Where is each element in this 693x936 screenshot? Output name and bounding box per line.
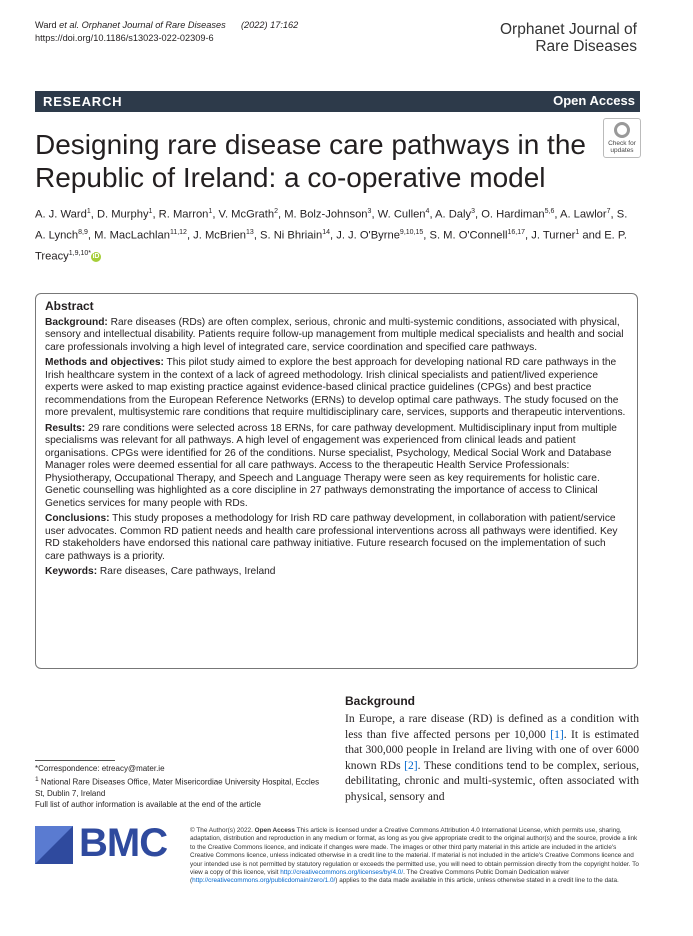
author-name: W. Cullen	[377, 208, 426, 221]
background-heading: Background	[345, 694, 416, 708]
section-label: RESEARCH	[43, 94, 123, 109]
publicdomain-link[interactable]: http://creativecommons.org/publicdomain/zero/1.0/	[192, 877, 336, 885]
abstract-conclusions: Conclusions: This study proposes a methodology for Irish RD care pathway development, in collaboration with patient/service user advocates. Common RD patient needs and health care professional interventions across all pathways were identified. Key RD stakeholders have endorsed this national care pathway initiative. Future research focused on the implementation of such care pathways is a priority.	[45, 513, 618, 562]
author-name: M. Bolz-Johnson	[284, 208, 368, 221]
abstract-keywords: Keywords: Rare diseases, Care pathways, Ireland	[45, 566, 276, 577]
abstract-background: Background: Rare diseases (RDs) are often complex, serious, chronic and multi-systemic conditions, associated with physical, sensory and intellectual disability. Patients require follow-up management from multiple medical specialists and health and social care professionals involving a high level of integrated care, service coordination and specified care pathways.	[45, 316, 624, 353]
author-name: A. Lawlor	[560, 208, 607, 221]
author-affiliation-sup: 1	[86, 208, 91, 215]
author-affiliation-sup: 14	[322, 229, 331, 237]
abstract-box	[35, 293, 638, 669]
full-list-note: Full list of author information is available at the end of the article	[35, 799, 261, 809]
author-name: M. MacLachlan	[94, 229, 170, 242]
check-updates-icon	[614, 122, 630, 138]
author-name: J. Turner	[531, 229, 576, 242]
open-access-label: Open Access	[553, 93, 635, 108]
author-name: R. Marron	[158, 208, 209, 221]
author-affiliation-sup: 1	[148, 208, 153, 215]
section-banner	[35, 91, 640, 112]
author-name: E. P. Treacy	[35, 229, 628, 264]
author-affiliation-sup: 1,9,10*	[68, 250, 91, 258]
author-affiliation-sup: 8,9	[78, 229, 88, 237]
check-for-updates-button[interactable]: Check for updates	[603, 118, 641, 158]
author-affiliation-sup: 13	[246, 229, 254, 237]
abstract-heading: Abstract	[45, 299, 94, 313]
orcid-icon[interactable]: iD	[92, 253, 100, 261]
author-name: S. Ni Bhriain	[260, 229, 323, 242]
author-name: A. Daly	[435, 208, 472, 221]
author-name: S. M. O'Connell	[429, 229, 508, 242]
author-affiliation-sup: 11,12	[169, 229, 187, 237]
license-link[interactable]: http://creativecommons.org/licenses/by/4.0/	[280, 869, 404, 877]
author-name: J. J. O'Byrne	[336, 229, 400, 242]
running-header	[35, 19, 298, 45]
citation-link[interactable]: [2]	[404, 758, 418, 772]
author-affiliation-sup: 1	[575, 229, 580, 237]
bmc-logo: BMC	[35, 823, 175, 869]
author-affiliation-sup: 5,6	[544, 208, 555, 215]
abstract-methods: Methods and objectives: This pilot study aimed to explore the best approach for developing national RD care pathways in the Irish healthcare system in the context of a lack of agreed methodology. Irish clinical specialists and patient/lived experience experts were asked to map existing practice against evidence-based clinical practice guidelines (CPGs) and best practice recommendations from the European Reference Networks (ERNs) to develop optimal care pathways. The study focused on the more prevalent, multisystemic rare conditions that require multidisciplinary care, services, supports and therapeutic interventions.	[45, 357, 626, 418]
author-affiliation-sup: 7	[606, 208, 611, 215]
footnote-divider	[35, 760, 115, 761]
author-affiliation-sup: 9,10,15	[399, 229, 424, 237]
author-affiliation-sup: 16,17	[507, 229, 526, 237]
author-name: D. Murphy	[96, 208, 149, 221]
correspondence: *Correspondence: etreacy@mater.ie	[35, 764, 165, 773]
author-affiliation-sup: 3	[471, 208, 476, 215]
license-text: © The Author(s) 2022. Open Access This article is licensed under a Creative Commons Attribution 4.0 International License, which permits use, sharing, adaptation, distribution and reproduction in any medium or format, as long as you give appropriate credit to the original author(s) and the source, provide a link to the Creative Commons licence, and indicate if changes were made. The images or other third party material in this article are included in the article's Creative Commons licence, unless indicated otherwise in a credit line to the material. If material is not included in the article's Creative Commons licence and your intended use is not permitted by statutory regulation or exceeds the permitted use, you will need to obtain permission directly from the copyright holder. To view a copy of this licence, visit http://creativecommons.org/licenses/by/4.0/. The Creative Commons Public Domain Dedication waiver (http://creativecommons.org/publicdomain/zero/1.0/) applies to the data made available in this article, unless otherwise stated in a credit line to the data.	[190, 827, 639, 885]
background-paragraph: In Europe, a rare disease (RD) is defined as a condition with less than five affected persons per 10,000 [1]. It is estimated that 300,000 people in Ireland are living with one of over 6000 known RDs [2]. These conditions tend to be complex, serious, debilitating, chronic and multi-systemic, often associated with physical, sensory and	[345, 712, 639, 803]
abstract-results: Results: 29 rare conditions were selected across 18 ERNs, for care pathway development. Multidisciplinary input from multiple specialisms was relevant for all pathways. A high level of engagement was experienced from clinical leads and patient organisations. CPGs were identified for 26 of the conditions. Nurse specialist, Psychology, Medical Social Work and Database Manager roles were deemed essential for all care pathways. Access to the therapeutic Health Service Professionals: Physiotherapy, Occupational Therapy, and Speech and Language Therapy were seen as key requirements for holistic care. Genetic counselling was highlighted as a core discipline in 27 pathways demonstrating the importance of access to Clinical Genetics services for many people with RDs.	[45, 422, 617, 509]
author-name: O. Hardiman	[481, 208, 545, 221]
doi-link[interactable]: https://doi.org/10.1186/s13023-022-02309-6	[35, 33, 214, 43]
author-list: A. J. Ward$^1$, D. Murphy$^1$, R. Marron$^1$, V. McGrath$^2$, M. Bolz-Johnson$^3$, W. Cullen$^4$, A. Daly$^3$, O. Hardiman$^{5,6}$, A. Lawlor$^7$, S. A. Lynch$^{8,9}$, M. MacLachlan$^{11,12}$, J. McBrien$^{13}$, S. Ni Bhriain$^{14}$, J. J. O'Byrne$^{9,10,15}$, S. M. O'Connell$^{16,17}$, J. Turner$^1$ and E. P. Treacy$^{1,9,10*}$ iD	[35, 208, 628, 264]
affiliation: $^1$ National Rare Diseases Office, Mater Misericordiae University Hospital, Eccles St, Dublin 7, Ireland	[35, 776, 320, 798]
citation-line: Ward et al. Orphanet Journal of Rare Diseases (2022) 17:162	[35, 20, 299, 30]
author-affiliation-sup: 2	[274, 208, 278, 215]
author-name: A. J. Ward	[35, 208, 87, 221]
article-title: Designing rare disease care pathways in the Republic of Ireland: a co-operative model	[35, 129, 586, 193]
author-affiliation-sup: 1	[208, 208, 213, 215]
journal-name: Orphanet Journal of Rare Diseases	[499, 21, 637, 55]
footnotes	[35, 763, 325, 810]
citation-link[interactable]: [1]	[550, 727, 564, 741]
author-affiliation-sup: 4	[425, 208, 430, 215]
author-name: V. McGrath	[218, 208, 275, 221]
author-name: S. A. Lynch	[35, 208, 628, 242]
author-affiliation-sup: 3	[367, 208, 372, 215]
author-name: J. McBrien	[193, 229, 247, 242]
